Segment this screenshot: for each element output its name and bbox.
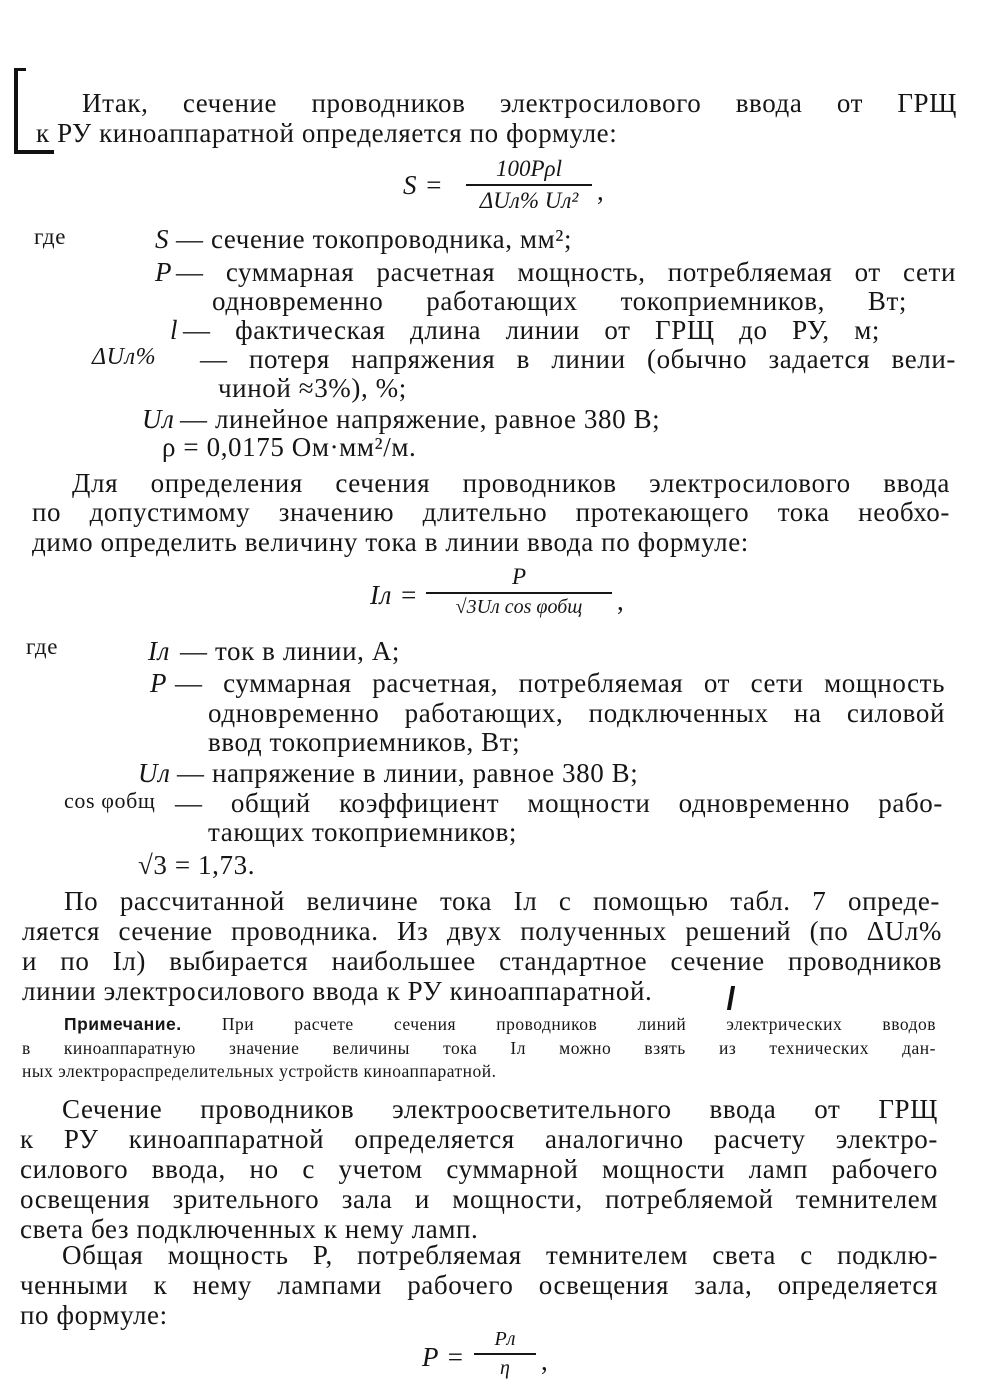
para2-line-2: по допустимому значению длительно протекающего тока необхо- bbox=[32, 497, 950, 527]
para3-line-3: и по Iл) выбирается наибольшее стандартное сечение проводников bbox=[22, 946, 942, 976]
formula1-tail: , bbox=[597, 176, 605, 206]
formula2-bar bbox=[426, 592, 612, 594]
note-label: Примечание. bbox=[64, 1014, 182, 1034]
formula1-bar bbox=[466, 184, 592, 186]
formula3-lhs: P = bbox=[422, 1342, 465, 1372]
defs1-sym-l: l bbox=[170, 315, 179, 345]
para4-line-5: света без подключенных к нему ламп. bbox=[20, 1214, 479, 1244]
defs1-text-P: — суммарная расчетная мощность, потребляемая от сети bbox=[176, 257, 956, 287]
para4-line-3: силового ввода, но с учетом суммарной мощности ламп рабочего bbox=[20, 1154, 938, 1184]
margin-bracket-top bbox=[14, 68, 26, 71]
defs1-text-S: — сечение токопроводника, мм²; bbox=[176, 224, 573, 254]
defs2-cont2-P: ввод токоприемников, Вт; bbox=[208, 727, 521, 757]
formula2-numerator: P bbox=[511, 564, 527, 589]
formula3-denominator: η bbox=[500, 1356, 510, 1379]
defs1-sym-dU: ΔUл% bbox=[92, 344, 157, 370]
para2-line-3: димо определить величину тока в линии ввода по формуле: bbox=[32, 527, 749, 557]
defs2-cont-cos: тающих токоприемников; bbox=[208, 817, 518, 847]
defs1-text-U: — линейное напряжение, равное 380 В; bbox=[180, 404, 661, 434]
defs2-text-P: — суммарная расчетная, потребляемая от сети мощность bbox=[175, 668, 945, 698]
para4-line-2: к РУ киноаппаратной определяется аналогично расчету электро- bbox=[20, 1124, 938, 1154]
para4-line-4: освещения зрительного зала и мощности, потребляемой темнителем bbox=[20, 1184, 938, 1214]
para2-line-1: Для определения сечения проводников электросилового ввода bbox=[72, 468, 950, 498]
defs1-sym-P: P bbox=[155, 257, 173, 287]
note-line-2: в киноаппаратную значение величины тока Iл можно взять из технических дан- bbox=[22, 1038, 936, 1058]
margin-bracket-bottom bbox=[14, 150, 54, 154]
margin-bracket-vertical bbox=[14, 68, 18, 154]
defs2-text-cos: — общий коэффициент мощности одновременно рабо- bbox=[175, 788, 943, 818]
defs2-sym-P: P bbox=[150, 668, 168, 698]
defs1-where: где bbox=[34, 224, 66, 249]
defs1-rho: ρ = 0,0175 Ом·мм²/м. bbox=[162, 432, 417, 462]
margin-bracket-right bbox=[727, 986, 735, 1010]
defs2-text-U: — напряжение в линии, равное 380 В; bbox=[177, 758, 639, 788]
defs1-cont-dU: чиной ≈3%), %; bbox=[218, 373, 407, 403]
formula2-fraction bbox=[426, 564, 612, 619]
para5-line-2: ченными к нему лампами рабочего освещения зала, определяется bbox=[20, 1270, 938, 1300]
intro-line-2: к РУ киноаппаратной определяется по формуле: bbox=[36, 118, 618, 148]
defs2-text-I: — ток в линии, А; bbox=[180, 636, 401, 666]
para5-line-3: по формуле: bbox=[20, 1300, 168, 1330]
defs1-sym-S: S bbox=[155, 224, 170, 254]
formula3-tail: , bbox=[541, 1346, 549, 1376]
formula1-numerator: 100Pρl bbox=[496, 156, 562, 181]
defs1-text-dU: — потеря напряжения в линии (обычно задается вели- bbox=[200, 344, 956, 374]
note-line-1 bbox=[64, 1014, 936, 1035]
defs2-sqrt3: √3 = 1,73. bbox=[138, 850, 256, 880]
para5-line-1: Общая мощность P, потребляемая темнителем света с подклю- bbox=[62, 1240, 938, 1270]
formula2-lhs: Iл = bbox=[370, 580, 419, 610]
formula3-bar bbox=[474, 1353, 536, 1355]
note-line-1-text: При расчете сечения проводников линий электрических вводов bbox=[221, 1014, 937, 1034]
defs2-sym-I: Iл bbox=[148, 636, 170, 666]
formula1-fraction bbox=[466, 156, 592, 214]
para3-line-1: По рассчитанной величине тока Iл с помощью табл. 7 опреде- bbox=[64, 886, 940, 916]
defs2-where: где bbox=[26, 634, 58, 659]
note-line-3: ных электрораспределительных устройств киноаппаратной. bbox=[22, 1061, 497, 1081]
intro-line-1: Итак, сечение проводников электросилового ввода от ГРЩ bbox=[82, 88, 957, 118]
defs1-text-l: — фактическая длина линии от ГРЩ до РУ, м; bbox=[183, 315, 880, 345]
formula1-lhs: S = bbox=[403, 170, 444, 200]
defs2-cont1-P: одновременно работающих, подключенных на силовой bbox=[208, 698, 945, 728]
defs1-sym-U: Uл bbox=[142, 404, 175, 434]
formula2-tail: , bbox=[617, 586, 625, 616]
para3-line-2: ляется сечение проводника. Из двух полученных решений (по ΔUл% bbox=[22, 916, 942, 946]
formula1-denominator: ΔUл% Uл² bbox=[479, 187, 579, 213]
para4-line-1: Сечение проводников электроосветительного ввода от ГРЩ bbox=[62, 1094, 938, 1124]
formula2-denominator: √3Uл cos φобщ bbox=[455, 595, 583, 618]
formula3-numerator: Pл bbox=[494, 1328, 516, 1350]
defs1-cont-P: одновременно работающих токоприемников, Вт; bbox=[212, 286, 907, 316]
defs2-sym-cos: cos φобщ bbox=[64, 788, 156, 813]
para3-line-4: линии электросилового ввода к РУ киноаппаратной. bbox=[22, 976, 653, 1006]
defs2-sym-U: Uл bbox=[138, 758, 171, 788]
formula3-fraction bbox=[474, 1328, 536, 1380]
